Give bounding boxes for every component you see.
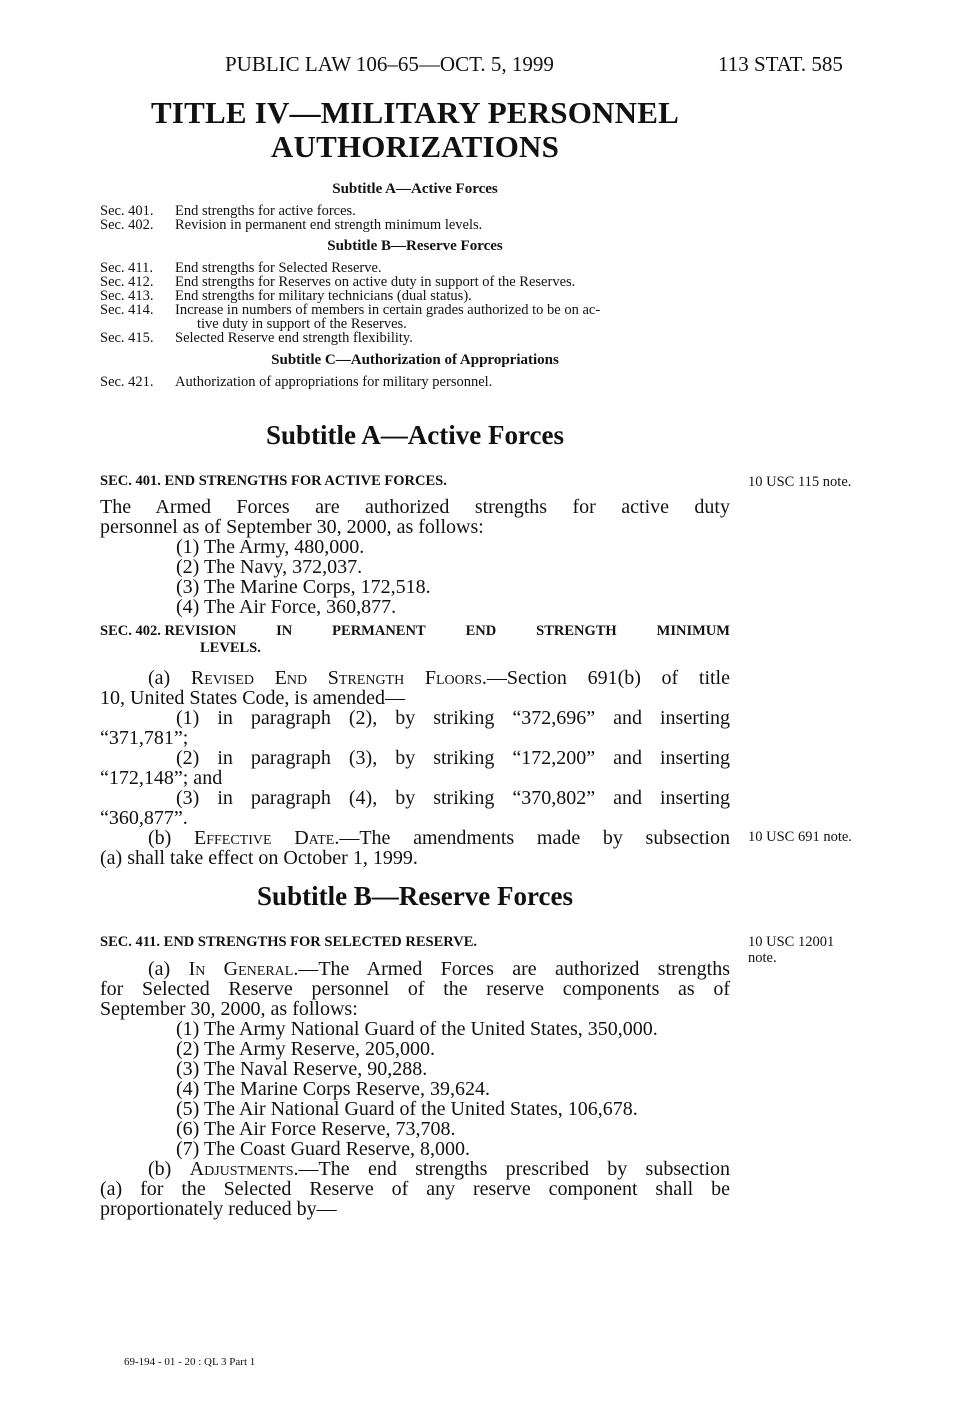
sec-401-heading: SEC. 401. END STRENGTHS FOR ACTIVE FORCES. [100,473,447,489]
toc-item: Sec. 412. End strengths for Reserves on active duty in support of the Reserves. [100,274,576,290]
toc-item: Sec. 413. End strengths for military technicians (dual status). [100,288,472,304]
printer-code: 69-194 - 01 - 20 : QL 3 Part 1 [124,1356,256,1368]
list-item: (1) The Army National Guard of the United States, 350,000. [176,1018,658,1040]
sec-402-p1-line-2: “371,781”; [100,727,189,749]
sec-402-b-line-2: (a) shall take effect on October 1, 1999. [100,847,418,869]
sec-402-a-line-2: 10, United States Code, is amended— [100,687,405,709]
sec-411-a-line-3: September 30, 2000, as follows: [100,998,358,1020]
sec-402-b-line-1: (b) Effective Date.—The amendments made by subsection [148,827,730,849]
toc-b-list [100,261,730,345]
list-item: (3) The Marine Corps, 172,518. [176,576,431,598]
toc-a-list [100,204,730,232]
margin-note-691: 10 USC 691 note. [748,829,852,845]
sec-401-body [100,497,730,617]
sec-411-b-line-3: proportionately reduced by— [100,1198,337,1220]
toc-item: Sec. 411. End strengths for Selected Reserve. [100,260,382,276]
table-of-contents [100,181,730,389]
title-line-2: AUTHORIZATIONS [270,129,560,164]
list-item: (2) The Army Reserve, 205,000. [176,1038,436,1060]
list-item: (7) The Coast Guard Reserve, 8,000. [176,1138,471,1160]
sec-402-p3-line-1: (3) in paragraph (4), by striking “370,802” and inserting [176,787,730,809]
toc-item: Sec. 415. Selected Reserve end strength flexibility. [100,330,413,346]
sec-411-b-line-2: (a) for the Selected Reserve of any reserve component shall be [100,1178,730,1200]
sec-411-a-line-1: (a) In General.—The Armed Forces are authorized strengths [148,958,730,980]
list-item: (1) The Army, 480,000. [176,536,365,558]
sec-402-a-line-1: (a) Revised End Strength Floors.—Section 691(b) of title [148,667,730,689]
sec-402-p2-line-1: (2) in paragraph (3), by striking “172,200” and inserting [176,747,730,769]
sec-401-intro-line-2: personnel as of September 30, 2000, as follows: [100,516,484,538]
sec-411-a-line-2: for Selected Reserve personnel of the reserve components as of [100,978,730,1000]
toc-item: Sec. 401. End strengths for active forces. [100,203,356,219]
sec-411-heading: SEC. 411. END STRENGTHS FOR SELECTED RESERVE. [100,934,477,950]
title-line-1: TITLE IV—MILITARY PERSONNEL [151,95,679,130]
sec-402-p1-line-1: (1) in paragraph (2), by striking “372,696” and inserting [176,707,730,729]
sec-402-heading-line-2: LEVELS. [200,640,261,656]
subtitle-b-heading: Subtitle B—Reserve Forces [257,881,573,911]
list-item: (2) The Navy, 372,037. [176,556,363,578]
sec-411-b-line-1: (b) Adjustments.—The end strengths prescribed by subsection [148,1158,730,1180]
stat-page-number: 113 STAT. 585 [718,52,843,76]
sec-402-p2-line-2: “172,148”; and [100,767,223,789]
sec-402-heading-line-1: SEC. 402. REVISION IN PERMANENT END STRENGTH MINIMUM [100,623,730,639]
list-item: (3) The Naval Reserve, 90,288. [176,1058,428,1080]
margin-note-12001: 10 USC 12001 note. [748,934,835,966]
toc-item: Sec. 414. Increase in numbers of members in certain grades authorized to be on ac- [100,302,601,318]
sec-411-body [100,959,730,1219]
toc-item: Sec. 421. Authorization of appropriations for military personnel. [100,374,493,390]
sec-402-p3-line-2: “360,877”. [100,807,188,829]
running-title: PUBLIC LAW 106–65—OCT. 5, 1999 [225,52,554,76]
toc-subtitle-a: Subtitle A—Active Forces [332,181,498,197]
list-item: (4) The Marine Corps Reserve, 39,624. [176,1078,491,1100]
list-item: (6) The Air Force Reserve, 73,708. [176,1118,456,1140]
toc-subtitle-c: Subtitle C—Authorization of Appropriations [271,352,559,368]
toc-item: Sec. 402. Revision in permanent end strength minimum levels. [100,217,483,233]
margin-note-401: 10 USC 115 note. [748,474,852,490]
subtitle-a-heading: Subtitle A—Active Forces [266,420,564,450]
sec-401-intro-line-1: The Armed Forces are authorized strengths for active duty [100,496,730,518]
toc-c-list [100,375,730,389]
list-item: (4) The Air Force, 360,877. [176,596,397,618]
sec-402-body [100,668,730,868]
toc-item-continuation: tive duty in support of the Reserves. [197,316,407,332]
sec-402-heading [100,623,730,657]
toc-subtitle-b: Subtitle B—Reserve Forces [327,238,503,254]
title-heading [100,96,730,164]
list-item: (5) The Air National Guard of the United States, 106,678. [176,1098,638,1120]
